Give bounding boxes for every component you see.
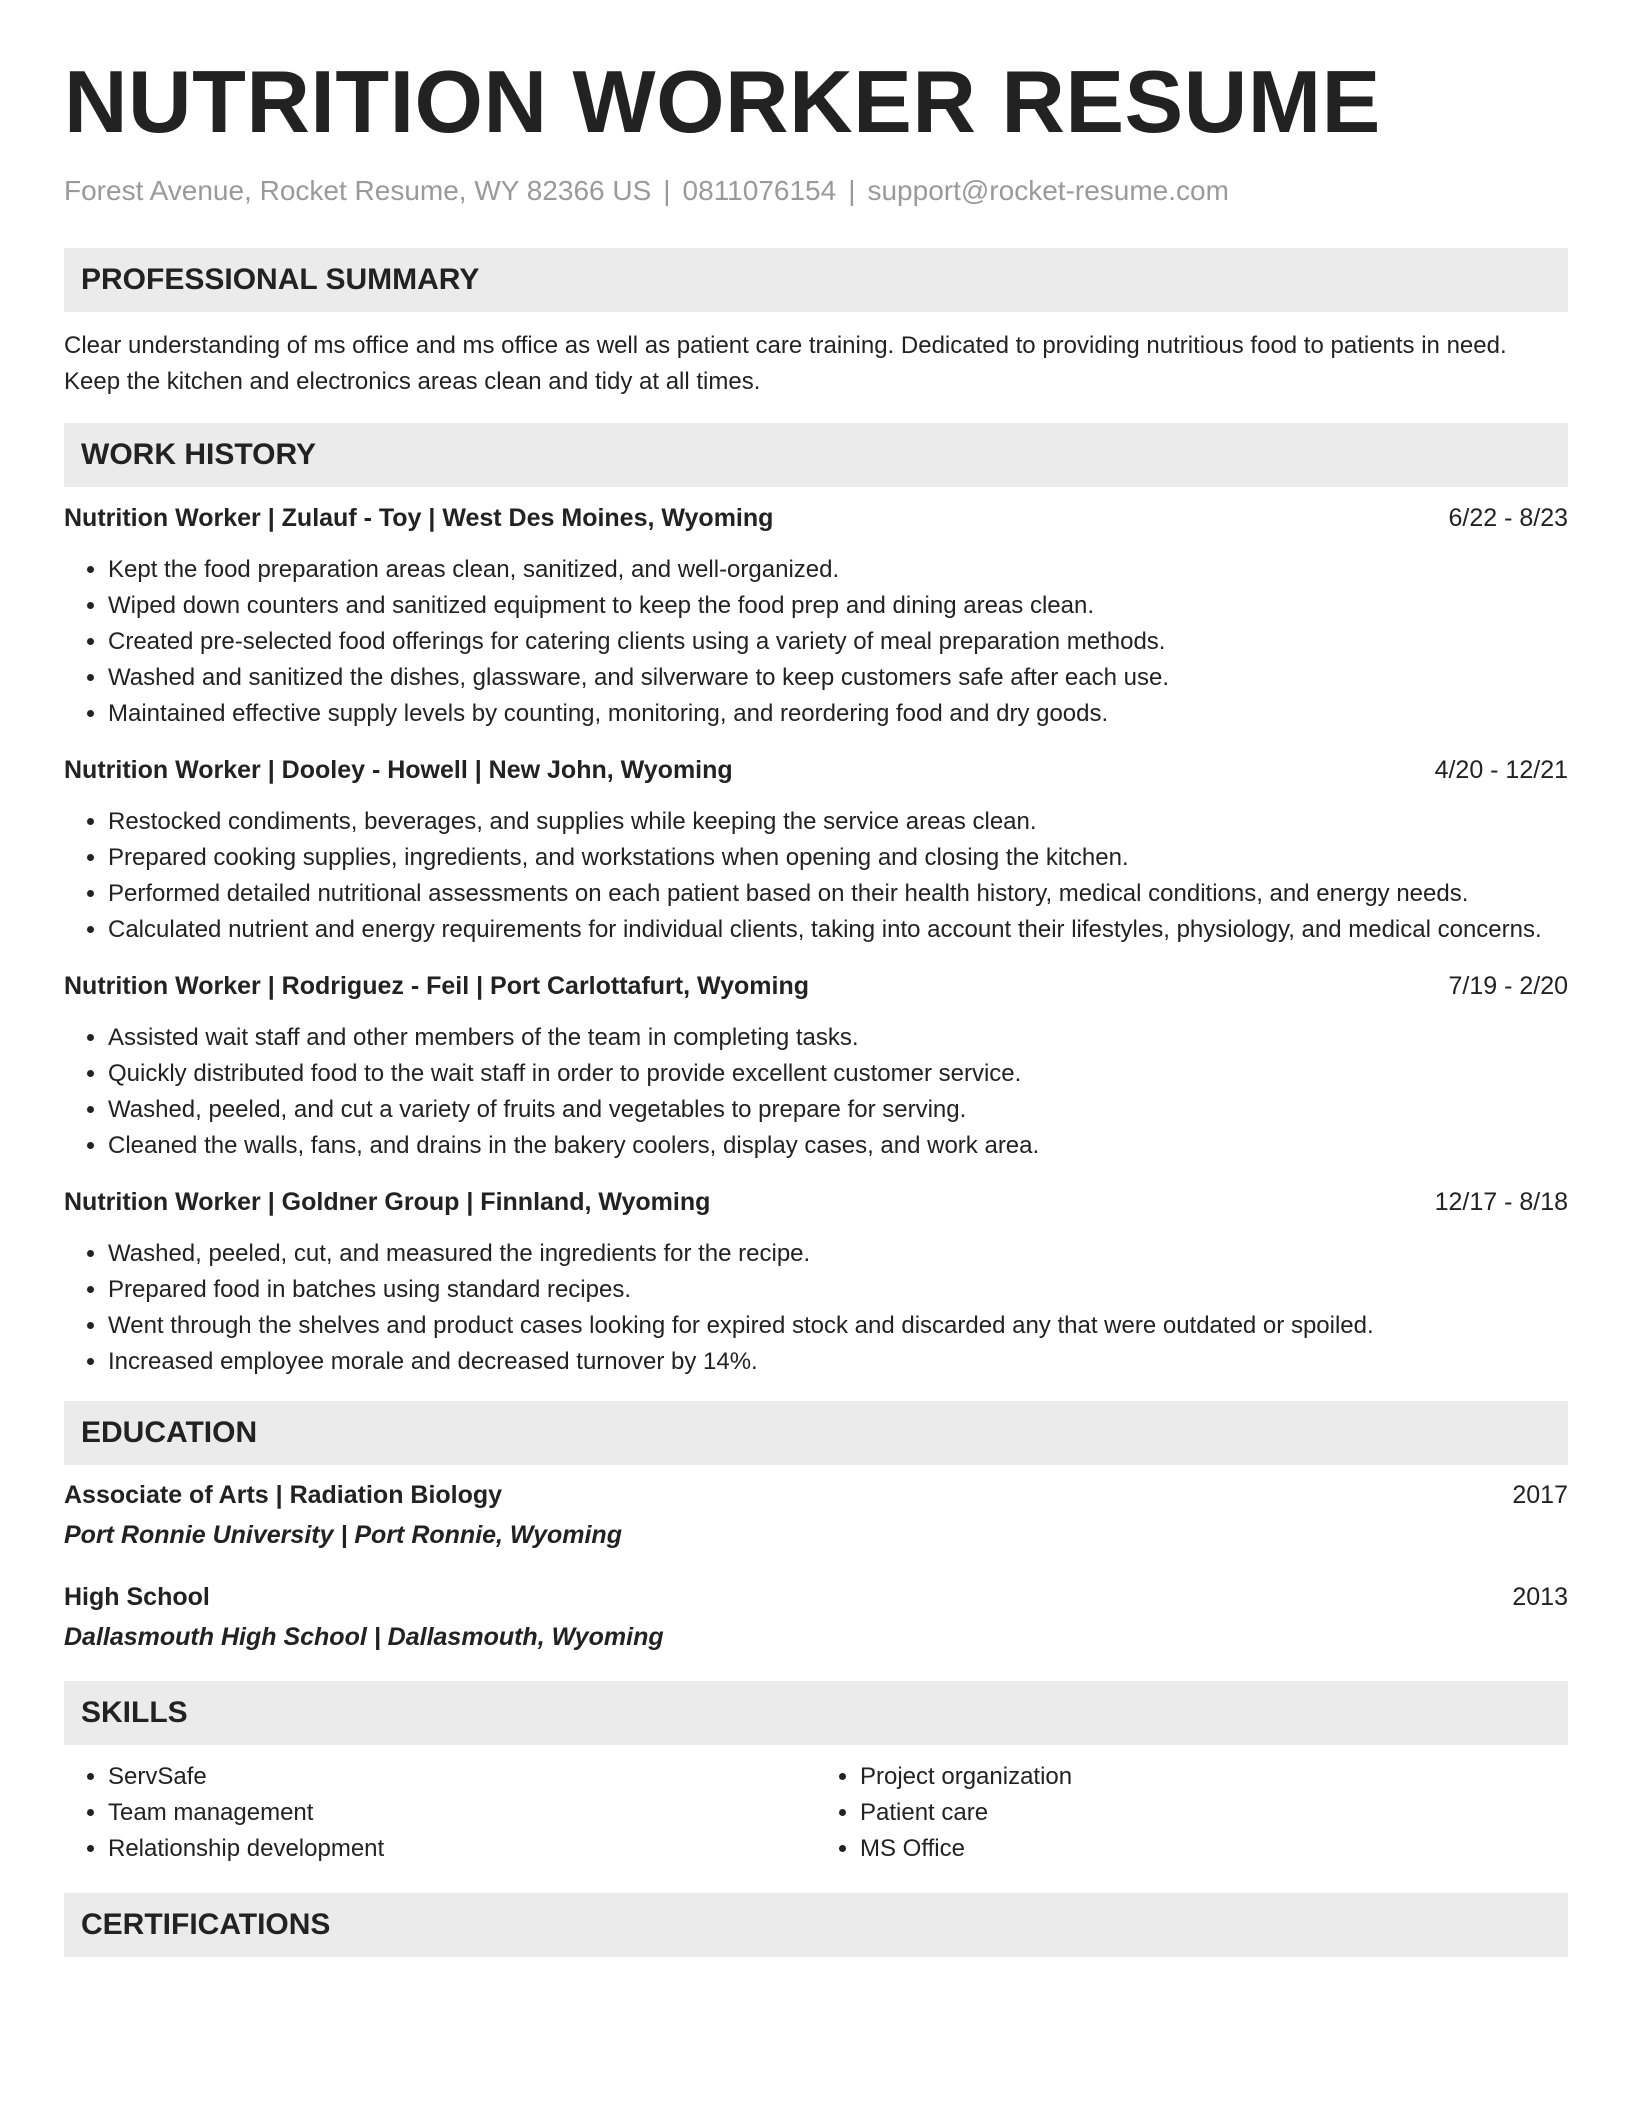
job-bullet: • Restocked condiments, beverages, and supplies while keeping the service areas clean. (108, 804, 1568, 840)
job-bullet: • Wiped down counters and sanitized equipment to keep the food prep and dining areas clean. (108, 588, 1568, 624)
section-header-work-history: WORK HISTORY (64, 423, 1568, 487)
job-title: Nutrition Worker | Dooley - Howell | New John, Wyoming (64, 756, 733, 784)
contact-address: Forest Avenue, Rocket Resume, WY 82366 US (64, 175, 652, 206)
job-header (64, 500, 1568, 536)
skill-item: • Project organization (860, 1759, 1568, 1795)
education-degree: Associate of Arts | Radiation Biology (64, 1481, 503, 1509)
job-title: Nutrition Worker | Zulauf - Toy | West Des Moines, Wyoming (64, 504, 774, 532)
job-header (64, 1184, 1568, 1220)
job-entry (64, 500, 1568, 732)
job-bullet: • Prepared cooking supplies, ingredients, and workstations when opening and closing the kitchen. (108, 840, 1568, 876)
section-header-skills: SKILLS (64, 1681, 1568, 1745)
education-year: 2017 (1512, 1481, 1568, 1509)
education-year: 2013 (1512, 1583, 1568, 1611)
education-header (64, 1477, 1568, 1513)
education-header (64, 1579, 1568, 1615)
skills-grid (64, 1759, 1568, 1867)
education-school: Port Ronnie University | Port Ronnie, Wyoming (64, 1521, 622, 1549)
job-bullet: • Calculated nutrient and energy requirements for individual clients, taking into account their lifestyles, physiology, and medical concerns. (108, 912, 1568, 948)
contact-phone: 0811076154 (682, 175, 837, 206)
job-bullet: • Prepared food in batches using standard recipes. (108, 1272, 1568, 1308)
job-bullet: • Maintained effective supply levels by counting, monitoring, and reordering food and dry goods. (108, 696, 1568, 732)
job-entry (64, 968, 1568, 1164)
job-bullets (64, 804, 1568, 948)
job-bullet: • Performed detailed nutritional assessments on each patient based on their health history, medical conditions, and energy needs. (108, 876, 1568, 912)
job-dates: 4/20 - 12/21 (1434, 756, 1568, 784)
job-dates: 12/17 - 8/18 (1434, 1188, 1568, 1216)
education-entry (64, 1477, 1568, 1553)
job-bullet: • Assisted wait staff and other members of the team in completing tasks. (108, 1020, 1568, 1056)
skill-item: • ServSafe (108, 1759, 816, 1795)
job-dates: 6/22 - 8/23 (1448, 504, 1568, 532)
job-bullet: • Washed, peeled, cut, and measured the ingredients for the recipe. (108, 1236, 1568, 1272)
job-bullet: • Kept the food preparation areas clean, sanitized, and well-organized. (108, 552, 1568, 588)
skill-item: • MS Office (860, 1831, 1568, 1867)
job-title: Nutrition Worker | Rodriguez - Feil | Port Carlottafurt, Wyoming (64, 972, 810, 1000)
skill-item: • Team management (108, 1795, 816, 1831)
contact-line (64, 174, 1568, 208)
education-entry (64, 1579, 1568, 1655)
job-header (64, 752, 1568, 788)
job-bullet: • Washed, peeled, and cut a variety of fruits and vegetables to prepare for serving. (108, 1092, 1568, 1128)
skill-item: • Relationship development (108, 1831, 816, 1867)
job-bullet: • Washed and sanitized the dishes, glassware, and silverware to keep customers safe after each use. (108, 660, 1568, 696)
skill-item: • Patient care (860, 1795, 1568, 1831)
summary-text: Clear understanding of ms office and ms office as well as patient care training. Dedicated to providing nutritious food to patients in need. Keep the kitchen and electronics areas clean and tidy at all times. (64, 332, 1507, 395)
job-bullet: • Increased employee morale and decreased turnover by 14%. (108, 1344, 1568, 1380)
job-entry (64, 752, 1568, 948)
resume-name: NUTRITION WORKER RESUME (64, 52, 1381, 151)
job-bullet: • Quickly distributed food to the wait staff in order to provide excellent customer service. (108, 1056, 1568, 1092)
job-bullets (64, 1020, 1568, 1164)
section-header-education: EDUCATION (64, 1401, 1568, 1465)
section-header-summary: PROFESSIONAL SUMMARY (64, 248, 1568, 312)
contact-separator: | (848, 175, 856, 206)
job-bullet: • Cleaned the walls, fans, and drains in the bakery coolers, display cases, and work area. (108, 1128, 1568, 1164)
skills-column-left (64, 1759, 816, 1867)
skills-column-right (816, 1759, 1568, 1867)
education-school: Dallasmouth High School | Dallasmouth, Wyoming (64, 1623, 664, 1651)
job-bullet: • Created pre-selected food offerings for catering clients using a variety of meal preparation methods. (108, 624, 1568, 660)
section-header-certifications: CERTIFICATIONS (64, 1893, 1568, 1957)
job-bullets (64, 552, 1568, 732)
job-dates: 7/19 - 2/20 (1448, 972, 1568, 1000)
education-degree: High School (64, 1583, 210, 1611)
job-bullets (64, 1236, 1568, 1380)
job-bullet: • Went through the shelves and product cases looking for expired stock and discarded any that were outdated or spoiled. (108, 1308, 1568, 1344)
job-title: Nutrition Worker | Goldner Group | Finnland, Wyoming (64, 1188, 711, 1216)
job-entry (64, 1184, 1568, 1380)
contact-email: support@rocket-resume.com (867, 175, 1229, 206)
job-header (64, 968, 1568, 1004)
contact-separator: | (663, 175, 671, 206)
